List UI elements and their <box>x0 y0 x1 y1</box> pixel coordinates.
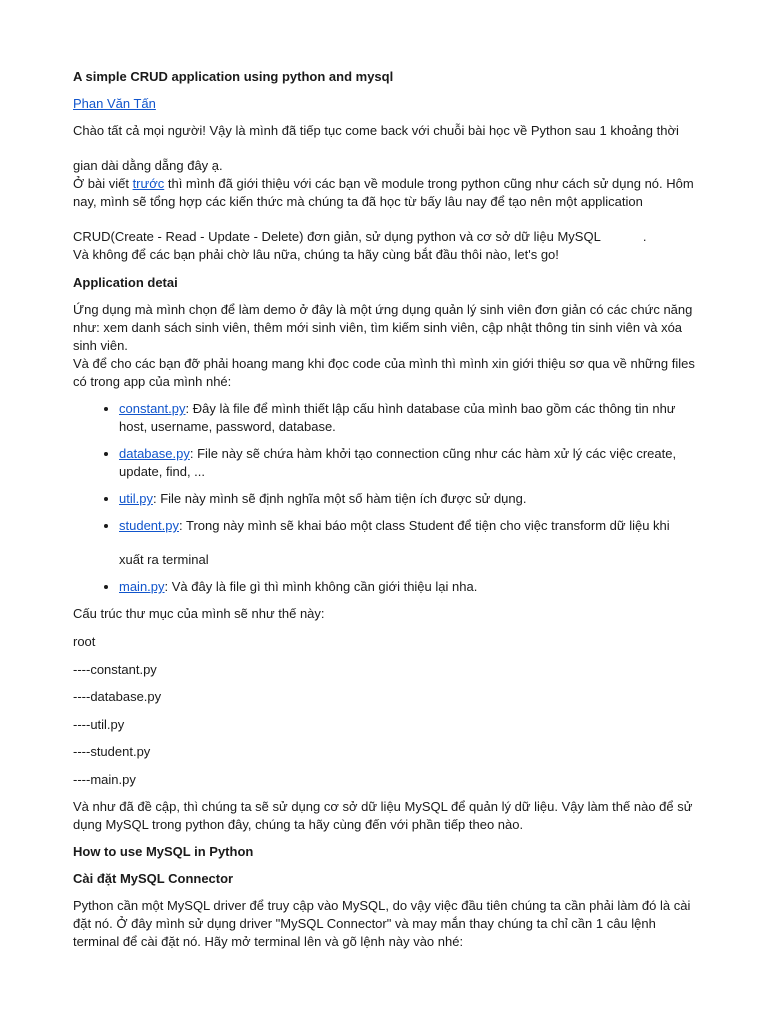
intro-crud-end: . <box>642 229 647 244</box>
subheading-install-connector: Cài đặt MySQL Connector <box>73 871 234 886</box>
tree-item: ----main.py <box>73 771 136 787</box>
files-intro: Và để cho các bạn đỡ phải hoang mang khi đọc code của mình thì mình xin giới thiệu sơ qua về những files có trong app của mình nhé: <box>73 356 695 389</box>
file-link-constant[interactable]: constant.py <box>119 401 186 416</box>
intro-line-2: gian dài dằng dẵng đây ạ. <box>73 158 223 173</box>
list-item <box>119 445 695 481</box>
author-link[interactable]: Phan Văn Tấn <box>73 96 156 111</box>
intro-lets-go: Và không để các bạn phải chờ lâu nữa, chúng ta hãy cùng bắt đầu thôi nào, let's go! <box>73 247 559 262</box>
file-link-util[interactable]: util.py <box>119 491 153 506</box>
author-line <box>73 95 695 113</box>
file-list <box>73 400 695 596</box>
file-link-database[interactable]: database.py <box>119 446 190 461</box>
previous-post-link[interactable]: trước <box>132 176 165 191</box>
intro-line-1: Chào tất cả mọi người! Vậy là mình đã tiếp tục come back với chuỗi bài học về Python sau 1 khoảng thời <box>73 123 679 138</box>
folder-tree <box>73 633 695 789</box>
tree-item: ----util.py <box>73 716 125 732</box>
closing-paragraph: Và như đã đề cập, thì chúng ta sẽ sử dụng cơ sở dữ liệu MySQL để quản lý dữ liệu. Vậy làm thế nào để sử dụng MySQL trong python đây, chúng ta hãy cùng đến với phần tiếp theo nào. <box>73 799 693 832</box>
tree-item: ----student.py <box>73 744 151 759</box>
structure-intro: Cấu trúc thư mục của mình sẽ như thế này: <box>73 606 325 621</box>
tree-item: ----database.py <box>73 689 162 704</box>
file-desc: : File này mình sẽ định nghĩa một số hàm tiện ích được sử dụng. <box>152 491 527 506</box>
file-desc-continued: xuất ra terminal <box>119 552 209 567</box>
document-page <box>73 68 695 951</box>
tree-item: root <box>73 634 96 649</box>
intro-previous-before: Ở bài viết <box>73 176 133 191</box>
document-title: A simple CRUD application using python and mysql <box>73 69 394 84</box>
intro-previous-post <box>73 175 695 211</box>
file-desc: : Trong này mình sẽ khai báo một class Student để tiện cho việc transform dữ liệu khi <box>179 518 670 533</box>
app-description: Ứng dụng mà mình chọn để làm demo ở đây là một ứng dụng quản lý sinh viên đơn giản có các chức năng như: xem danh sách sinh viên, thêm mới sinh viên, tìm kiếm sinh viên, cập nhật thông tin sinh viên và xóa sinh viên. <box>73 302 693 353</box>
tree-item: ----constant.py <box>73 661 157 677</box>
file-link-student[interactable]: student.py <box>119 518 179 533</box>
file-desc: : Đây là file để mình thiết lập cấu hình database của mình bao gồm các thông tin như host, username, password, database. <box>119 401 676 434</box>
intro-crud-line <box>73 228 695 246</box>
list-item <box>119 517 695 569</box>
list-item <box>119 578 695 596</box>
intro-previous-after: thì mình đã giới thiệu với các bạn về module trong python cũng như cách sử dụng nó. Hôm nay, mình sẽ tổng hợp các kiến thức mà chúng ta đã học từ bấy lâu nay để tạo nên một application <box>73 176 694 209</box>
file-link-main[interactable]: main.py <box>119 579 165 594</box>
line-spacer <box>119 535 695 551</box>
section-heading-mysql: How to use MySQL in Python <box>73 844 254 859</box>
file-desc: : Và đây là file gì thì mình không cần giới thiệu lại nha. <box>164 579 478 594</box>
intro-crud-text: CRUD(Create - Read - Update - Delete) đơn giản, sử dụng python và cơ sở dữ liệu MySQL <box>73 229 601 244</box>
list-item <box>119 490 695 508</box>
file-desc: : File này sẽ chứa hàm khởi tạo connection cũng như các hàm xử lý các việc create, update, find, ... <box>119 446 677 479</box>
install-paragraph: Python cần một MySQL driver để truy cập vào MySQL, do vậy việc đầu tiên chúng ta cần phải làm đó là cài đặt nó. Ở đây mình sử dụng driver "MySQL Connector" và may mắn thay chúng ta chỉ cần 1 câu lệnh terminal để cài đặt nó. Hãy mở terminal lên và gõ lệnh này vào nhé: <box>73 898 691 949</box>
list-item <box>119 400 695 436</box>
section-heading-application: Application detai <box>73 275 178 290</box>
